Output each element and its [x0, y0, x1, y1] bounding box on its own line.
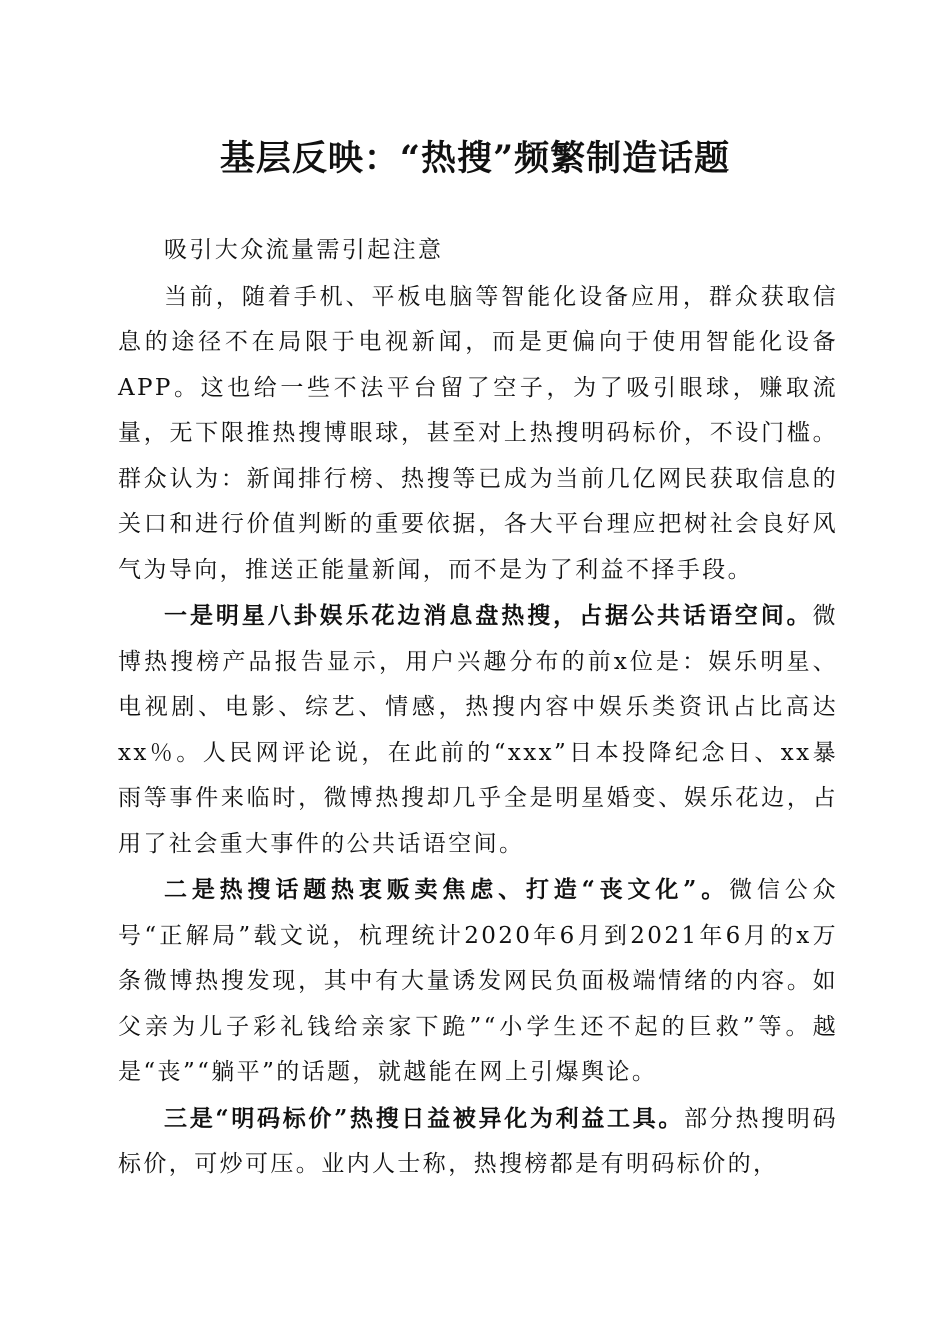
paragraph-lead: 一是明星八卦娱乐花边消息盘热搜，占据公共话语空间。 [164, 602, 813, 629]
paragraph-text: 微信公众号“正解局”载文说，杭理统计2020年6月到2021年6月的x万条微博热搜发现，其中有大量诱发网民负面极端情绪的内容。如父亲为儿子彩礼钱给亲家下跪”“小学生还不起的巨救”等。越是“丧”“躺平”的话题，就越能在网上引爆舆论。 [118, 877, 838, 1085]
subtitle: 吸引大众流量需引起注意 [164, 237, 444, 263]
paragraph-lead: 三是“明码标价”热搜日益被异化为利益工具。 [164, 1104, 685, 1132]
paragraph-intro [118, 274, 838, 594]
document-body [118, 228, 838, 1188]
paragraph-text: 部分热搜明码标价，可炒可压。业内人士称，热搜榜都是有明码标价的， [118, 1105, 838, 1177]
paragraph-lead: 二是热搜话题热衷贩卖焦虑、打造“丧文化”。 [164, 876, 730, 903]
paragraph-text: 微博热搜榜产品报告显示，用户兴趣分布的前x位是：娱乐明星、电视剧、电影、综艺、情感，热搜内容中娱乐类资讯占比高达xx％。人民网评论说，在此前的“xxx”日本投降纪念日、xx暴雨等事件来临时，微博热搜却几乎全是明星婚变、娱乐花边，占用了社会重大事件的公共话语空间。 [118, 603, 838, 857]
paragraph-point-3 [118, 1096, 838, 1188]
paragraph-point-2 [118, 867, 838, 1096]
paragraph-point-1 [118, 593, 838, 867]
paragraph-text: 当前，随着手机、平板电脑等智能化设备应用，群众获取信息的途径不在局限于电视新闻，而是更偏向于使用智能化设备APP。这也给一些不法平台留了空子，为了吸引眼球，赚取流量，无下限推热搜博眼球，甚至对上热搜明码标价，不设门槛。群众认为：新闻排行榜、热搜等已成为当前几亿网民获取信息的关口和进行价值判断的重要依据，各大平台理应把树社会良好风气为导向，推送正能量新闻，而不是为了利益不择手段。 [118, 283, 838, 583]
page-title: 基层反映：“热搜”频繁制造话题 [219, 138, 731, 179]
